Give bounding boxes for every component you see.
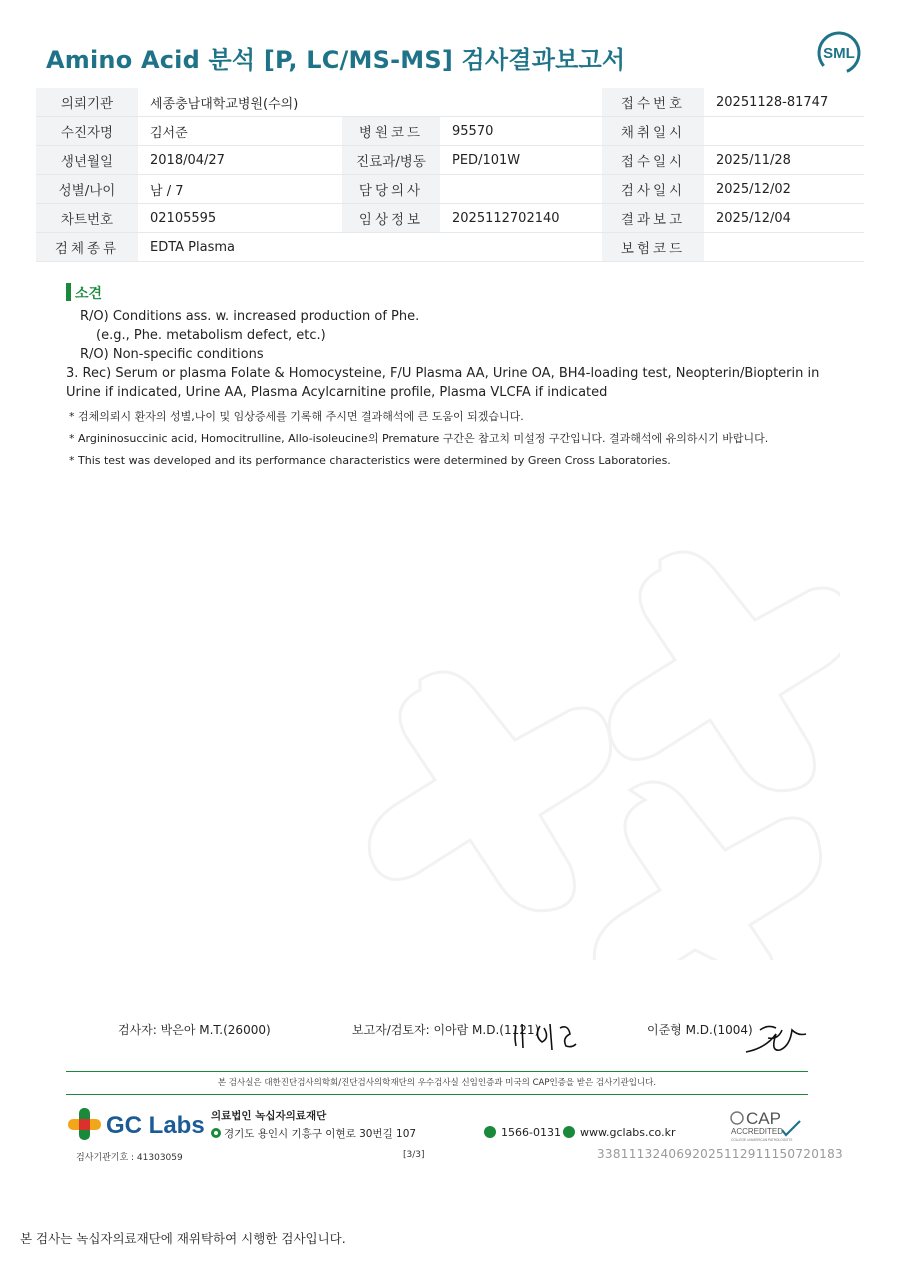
phone-contact (484, 1126, 561, 1139)
page-number: [3/3] (403, 1150, 425, 1160)
label-report-date: 결과보고 (602, 204, 704, 233)
findings-line: R/O) Non-specific conditions (80, 347, 264, 362)
label-insurance-code: 보험코드 (602, 233, 704, 262)
institution-code: 검사기관기호 : 41303059 (76, 1153, 183, 1163)
empty-cell (342, 88, 440, 117)
findings-line: Urine if indicated, Urine AA, Plasma Acylcarnitine profile, Plasma VLCFA if indicated (66, 385, 608, 400)
barcode-number: 33811132406920251129111507201​83 (597, 1147, 843, 1161)
label-hospital-code: 병원코드 (342, 117, 440, 146)
report-title: Amino Acid 분석 [P, LC/MS-MS] 검사결과보고서 (46, 46, 626, 74)
notes (69, 406, 829, 472)
value-sex-age: 남 / 7 (138, 175, 342, 204)
bottom-note: 본 검사는 녹십자의료재단에 재위탁하여 시행한 검사입니다. (20, 1231, 346, 1246)
cap-logo-text: CAP (746, 1109, 781, 1128)
value-birth-date: 2018/04/27 (138, 146, 342, 175)
label-collection-date: 채취일시 (602, 117, 704, 146)
gc-labs-logo (66, 1104, 206, 1144)
label-attending-doctor: 담당의사 (342, 175, 440, 204)
cap-accredited-text: ACCREDITED (731, 1127, 784, 1136)
label-patient-name: 수진자명 (36, 117, 138, 146)
info-row (36, 233, 864, 262)
value-specimen-type: EDTA Plasma (138, 233, 342, 262)
value-department: PED/101W (440, 146, 602, 175)
footer-divider-top (66, 1071, 808, 1072)
sml-logo (816, 30, 862, 76)
info-row (36, 175, 864, 204)
note-line: * 검체의뢰시 환자의 성별,나이 및 임상증세를 기록해 주시면 결과해석에 큰 도움이 되겠습니다. (69, 410, 524, 423)
watermark-cross-icon (360, 540, 840, 960)
section-marker (66, 283, 71, 301)
home-icon (563, 1126, 575, 1138)
value-attending-doctor (440, 175, 602, 204)
value-receipt-date: 2025/11/28 (704, 146, 864, 175)
gc-labs-logo-text: GC Labs (106, 1112, 205, 1139)
certification-text: 본 검사실은 대한진단검사의학회/진단검사의학재단의 우수검사실 신임인증과 미국의 CAP인증을 받은 검사기관입니다. (217, 1078, 657, 1088)
patient-info-table (36, 88, 864, 262)
organization-address: 경기도 용인시 기흥구 이현로 30번길 107 (224, 1128, 417, 1140)
reporter-signature-label: 보고자/검토자: 이아람 M.D.(1121) (352, 1023, 540, 1037)
organization-name: 의료법인 녹십자의료재단 (211, 1110, 327, 1122)
findings-line: 3. Rec) Serum or plasma Folate & Homocysteine, F/U Plasma AA, Urine OA, BH4-loading test, Neopterin/Biopterin in (66, 366, 820, 381)
director-signature-label: 이준형 M.D.(1004) (647, 1023, 753, 1037)
note-line: * Argininosuccinic acid, Homocitrulline, Allo-isoleucine의 Premature 구간은 참고치 미설정 구간입니다. 결과해석에 유의하시기 바랍니다. (69, 432, 769, 445)
empty-cell (342, 233, 440, 262)
value-collection-date (704, 117, 864, 146)
label-sex-age: 성별/나이 (36, 175, 138, 204)
label-receipt-date: 접수일시 (602, 146, 704, 175)
footer-divider-bottom (66, 1094, 808, 1095)
value-receipt-number: 20251128-81747 (704, 88, 864, 117)
findings-line: R/O) Conditions ass. w. increased production of Phe. (80, 309, 420, 324)
label-chart-number: 차트번호 (36, 204, 138, 233)
empty-cell (440, 233, 602, 262)
info-row (36, 204, 864, 233)
value-clinical-info: 2025112702140 (440, 204, 602, 233)
value-test-date: 2025/12/02 (704, 175, 864, 204)
label-birth-date: 생년월일 (36, 146, 138, 175)
sml-logo-text: SML (823, 45, 855, 62)
findings-line: (e.g., Phe. metabolism defect, etc.) (96, 328, 326, 343)
reporter-signature-icon (510, 1018, 580, 1054)
label-specimen-type: 검체종류 (36, 233, 138, 262)
label-receipt-number: 접수번호 (602, 88, 704, 117)
findings-body (66, 307, 820, 402)
organization-address-line (211, 1126, 416, 1141)
note-line: * This test was developed and its performance characteristics were determined by Green Cross Laboratories. (69, 454, 671, 467)
tester-signature-label: 검사자: 박은아 M.T.(26000) (118, 1023, 271, 1037)
website-link[interactable]: www.gclabs.co.kr (580, 1126, 676, 1139)
value-hospital-code: 95570 (440, 117, 602, 146)
website-contact (563, 1126, 676, 1139)
phone-icon (484, 1126, 496, 1138)
label-department: 진료과/병동 (342, 146, 440, 175)
info-row (36, 146, 864, 175)
cap-college-text: COLLEGE of AMERICAN PATHOLOGISTS (731, 1138, 793, 1142)
findings-title: 소견 (75, 286, 103, 302)
value-patient-name: 김서준 (138, 117, 342, 146)
label-requesting-org: 의뢰기관 (36, 88, 138, 117)
value-chart-number: 02105595 (138, 204, 342, 233)
phone-number: 1566-0131 (501, 1126, 561, 1139)
label-clinical-info: 임상정보 (342, 204, 440, 233)
info-row (36, 88, 864, 117)
director-signature-icon (742, 1018, 808, 1058)
empty-cell (440, 88, 602, 117)
value-insurance-code (704, 233, 864, 262)
label-test-date: 검사일시 (602, 175, 704, 204)
value-report-date: 2025/12/04 (704, 204, 864, 233)
location-pin-icon (211, 1128, 221, 1138)
value-requesting-org: 세종충남대학교병원(수의) (138, 88, 342, 117)
info-row (36, 117, 864, 146)
cap-accredited-logo (728, 1108, 808, 1144)
